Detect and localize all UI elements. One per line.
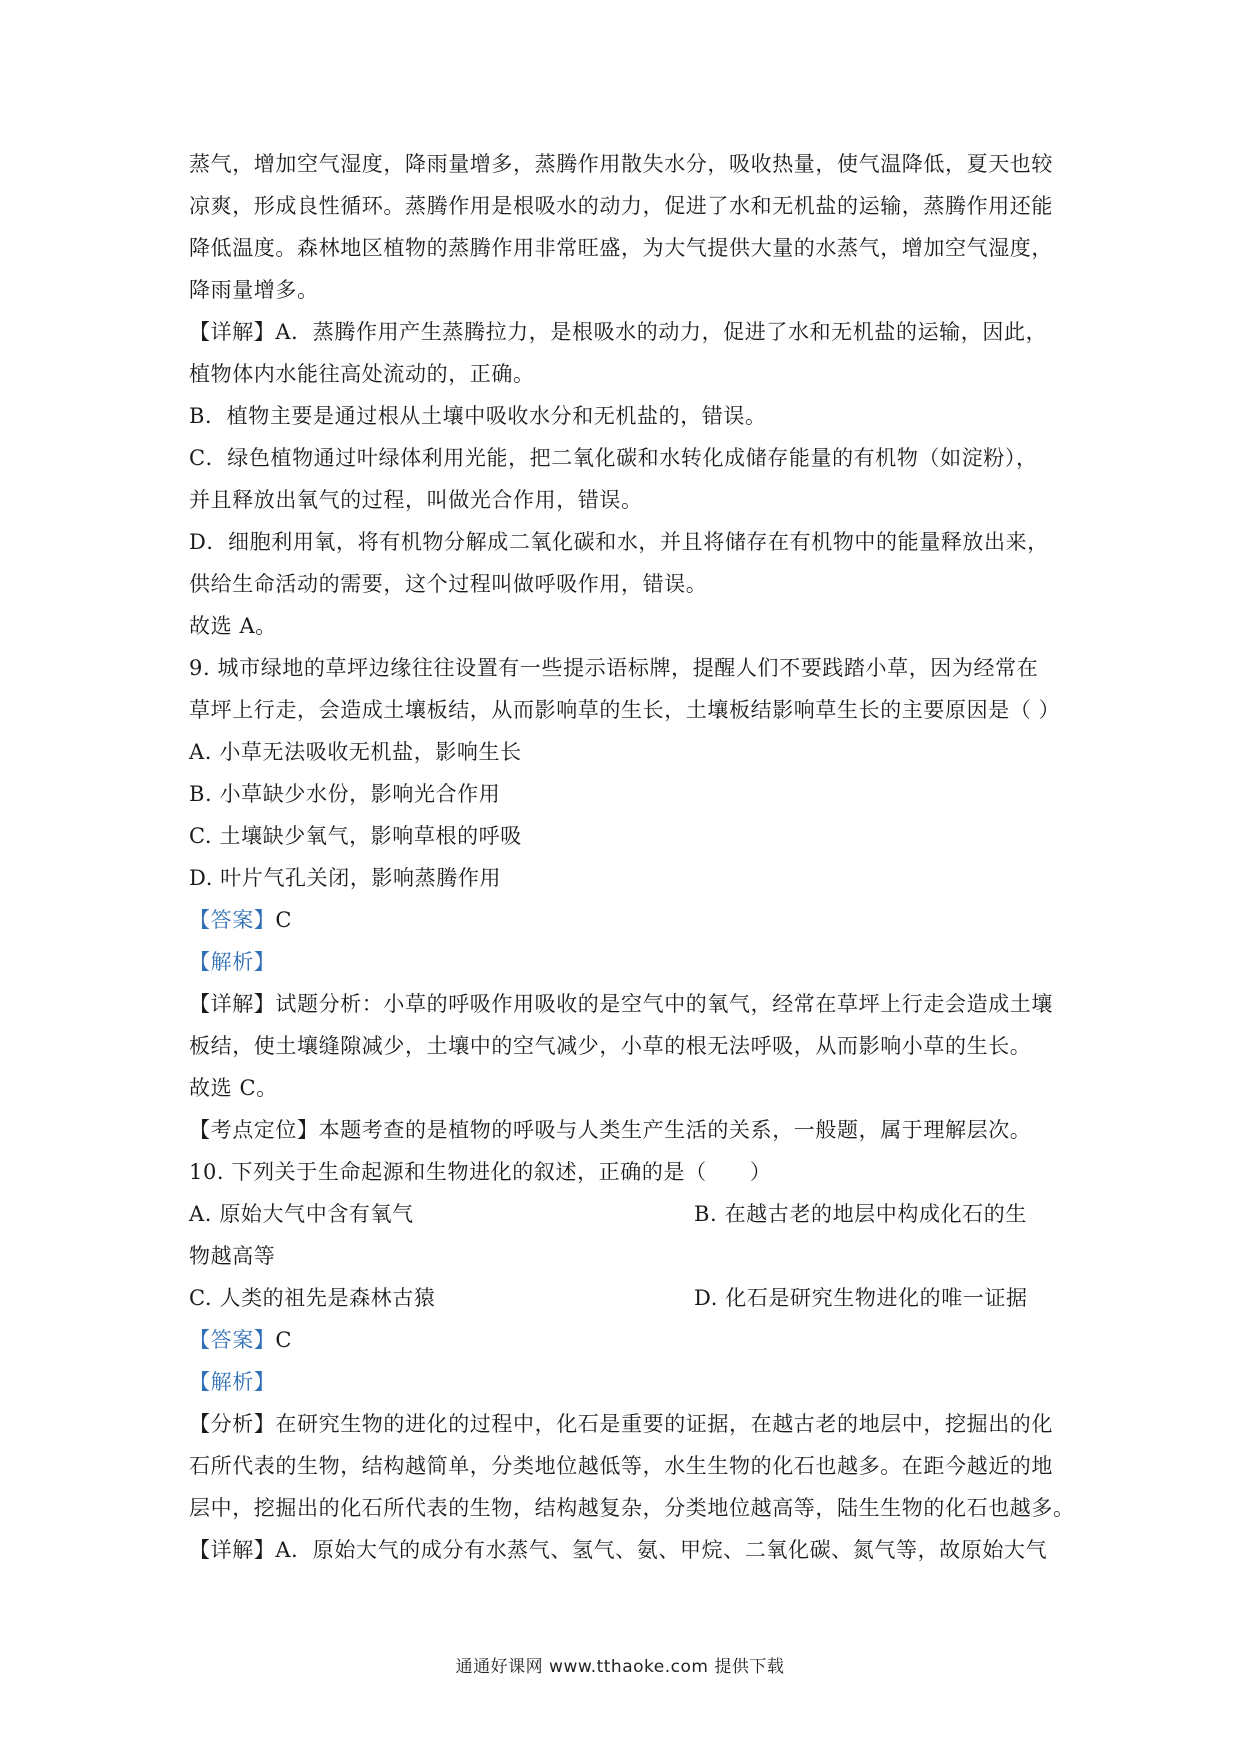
q8-detail-b: B．植物主要是通过根从土壤中吸收水分和无机盐的，错误。	[189, 404, 767, 428]
q9-option-a: A. 小草无法吸收无机盐，影响生长	[189, 740, 522, 764]
q10-options-row-2	[189, 1277, 1057, 1319]
point-tag: 【考点定位】	[189, 1118, 319, 1142]
q8-detail-d-cont: 供给生命活动的需要，这个过程叫做呼吸作用，错误。	[189, 572, 708, 596]
text-line: 蒸气，增加空气湿度，降雨量增多，蒸腾作用散失水分，吸收热量，使气温降低，夏天也较	[189, 152, 1053, 176]
answer-tag: 【答案】	[189, 908, 276, 932]
q10-option-c: C. 人类的祖先是森林古猿	[189, 1286, 436, 1310]
q9-detail-cont: 板结，使土壤缝隙减少，土壤中的空气减少，小草的根无法呼吸，从而影响小草的生长。	[189, 1034, 1032, 1058]
q8-detail-c-cont: 并且释放出氧气的过程，叫做光合作用，错误。	[189, 488, 643, 512]
detail-tag: 【详解】	[189, 992, 276, 1016]
q9-detail	[189, 983, 1057, 1025]
q9-stem: 9. 城市绿地的草坪边缘往往设置有一些提示语标牌，提醒人们不要践踏小草，因为经常在	[189, 656, 1039, 680]
q9-option-b: B. 小草缺少水份，影响光合作用	[189, 782, 501, 806]
answer-value: C	[275, 1328, 293, 1352]
q10-option-b-cont: 物越高等	[189, 1244, 276, 1268]
q9-point-text: 本题考查的是植物的呼吸与人类生产生活的关系，一般题，属于理解层次。	[318, 1118, 1032, 1142]
q8-detail-c: C．绿色植物通过叶绿体利用光能，把二氧化碳和水转化成储存能量的有机物（如淀粉），	[189, 446, 1038, 470]
analysis-tag: 【解析】	[189, 1370, 276, 1394]
q8-detail-a-cont: 植物体内水能往高处流动的，正确。	[189, 362, 535, 386]
q9-option-c: C. 土壤缺少氧气，影响草根的呼吸	[189, 824, 522, 848]
q10-options-row-1	[189, 1193, 1057, 1235]
detail-tag: 【详解】	[189, 1538, 276, 1562]
text-line: 凉爽，形成良性循环。蒸腾作用是根吸水的动力，促进了水和无机盐的运输，蒸腾作用还能	[189, 194, 1053, 218]
text-line: 降低温度。森林地区植物的蒸腾作用非常旺盛，为大气提供大量的水蒸气，增加空气湿度，	[189, 236, 1053, 260]
analysis-tag: 【解析】	[189, 950, 276, 974]
q9-conclusion: 故选 C。	[189, 1076, 278, 1100]
q10-stem: 10. 下列关于生命起源和生物进化的叙述，正确的是（ ）	[189, 1160, 772, 1184]
q8-detail-d: D．细胞利用氧，将有机物分解成二氧化碳和水，并且将储存在有机物中的能量释放出来，	[189, 530, 1049, 554]
q8-detail-a: A．蒸腾作用产生蒸腾拉力，是根吸水的动力，促进了水和无机盐的运输，因此，	[275, 320, 1048, 344]
q10-analysis-cont: 石所代表的生物，结构越简单，分类地位越低等，水生生物的化石也越多。在距今越近的地	[189, 1454, 1053, 1478]
q10-analysis-text: 在研究生物的进化的过程中，化石是重要的证据，在越古老的地层中，挖掘出的化	[275, 1412, 1054, 1436]
detail-tag: 【详解】	[189, 320, 276, 344]
q9-option-d: D. 叶片气孔关闭，影响蒸腾作用	[189, 866, 502, 890]
q10-analysis-cont: 层中，挖掘出的化石所代表的生物，结构越复杂，分类地位越高等，陆生生物的化石也越多。	[189, 1496, 1075, 1520]
q8-conclusion: 故选 A。	[189, 614, 277, 638]
text-line: 降雨量增多。	[189, 278, 319, 302]
analysis-sub-tag: 【分析】	[189, 1412, 276, 1436]
q10-detail-text: A．原始大气的成分有水蒸气、氢气、氨、甲烷、二氧化碳、氮气等，故原始大气	[275, 1538, 1048, 1562]
q10-detail	[189, 1529, 1057, 1571]
q10-option-a: A. 原始大气中含有氧气	[189, 1202, 414, 1226]
q9-detail-text: 试题分析：小草的呼吸作用吸收的是空气中的氧气，经常在草坪上行走会造成土壤	[275, 992, 1054, 1016]
q9-answer	[189, 899, 1057, 941]
page-footer: 通通好课网 www.tthaoke.com 提供下载	[455, 1657, 785, 1677]
q10-option-d: D. 化石是研究生物进化的唯一证据	[694, 1286, 1028, 1310]
q10-analysis-detail	[189, 1403, 1057, 1445]
q9-analysis	[189, 941, 1057, 983]
q9-point	[189, 1109, 1057, 1151]
page-content	[189, 143, 1075, 1571]
q10-option-b: B. 在越古老的地层中构成化石的生	[694, 1202, 1027, 1226]
answer-tag: 【答案】	[189, 1328, 276, 1352]
q10-answer	[189, 1319, 1057, 1361]
q10-analysis	[189, 1361, 1057, 1403]
q8-detail-line	[189, 311, 1057, 353]
answer-value: C	[275, 908, 293, 932]
q9-stem-cont: 草坪上行走，会造成土壤板结，从而影响草的生长，土壤板结影响草生长的主要原因是（ ）	[189, 698, 1061, 722]
